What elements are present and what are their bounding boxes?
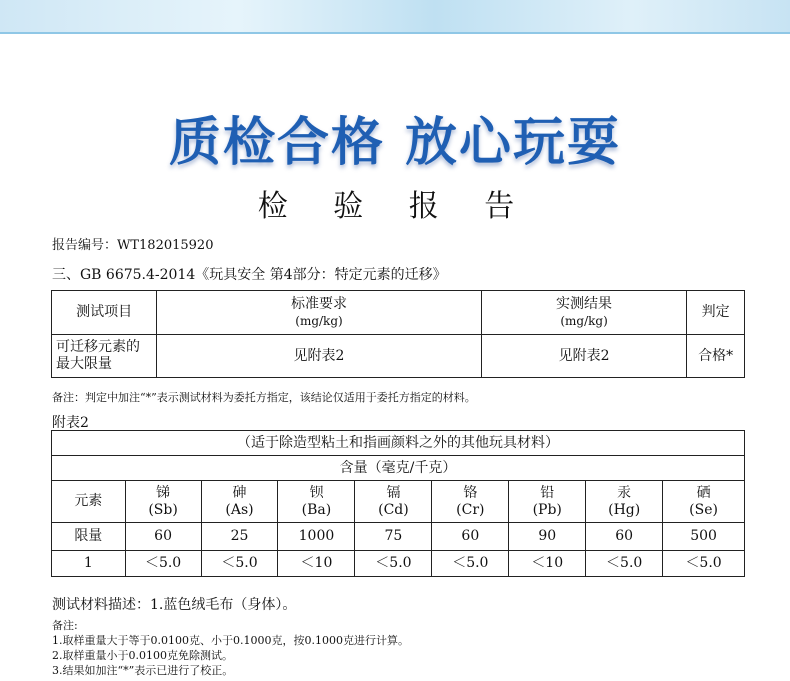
result-cell: ＜10 — [278, 551, 355, 577]
appendix-title: （适于除造型粘土和指画颜料之外的其他玩具材料） — [52, 431, 745, 456]
limit-cell: 25 — [201, 523, 278, 551]
limit-cell: 500 — [663, 523, 745, 551]
result-cell: ＜5.0 — [355, 551, 432, 577]
standard-line: 三、GB 6675.4-2014《玩具安全 第4部分：特定元素的迁移》 — [52, 267, 447, 283]
element-cell: 铬 (Cr) — [432, 481, 509, 523]
appendix-label: 附表2 — [52, 415, 89, 431]
header-judgement: 判定 — [687, 291, 745, 335]
element-cell: 钡 (Ba) — [278, 481, 355, 523]
report-title: 检 验 报 告 — [257, 189, 533, 224]
row-judgement: 合格* — [687, 335, 745, 378]
hero-title: 质检合格 放心玩耍 — [168, 113, 622, 173]
result-cell: ＜5.0 — [663, 551, 745, 577]
limit-label: 限量 — [52, 523, 126, 551]
banner-divider — [0, 32, 790, 34]
row-standard: 见附表2 — [157, 335, 482, 378]
limit-cell: 60 — [125, 523, 201, 551]
element-row — [52, 481, 745, 523]
material-description: 测试材料描述：1.蓝色绒毛布（身体）。 — [52, 597, 297, 613]
header-result: 实测结果 (mg/kg) — [481, 291, 687, 335]
result-cell: ＜5.0 — [201, 551, 278, 577]
element-cell: 汞 (Hg) — [586, 481, 663, 523]
limit-row — [52, 523, 745, 551]
top-banner — [0, 0, 790, 32]
header-test-item: 测试项目 — [52, 291, 157, 335]
result-cell: ＜10 — [509, 551, 586, 577]
result-cell: ＜5.0 — [125, 551, 201, 577]
element-label: 元素 — [52, 481, 126, 523]
note-judgement: 备注：判定中加注“*”表示测试材料为委托方指定，该结论仅适用于委托方指定的材料。 — [52, 391, 476, 404]
notes-heading: 备注: — [52, 619, 78, 632]
row-result: 见附表2 — [481, 335, 687, 378]
note-item: 1.取样重量大于等于0.0100克、小于0.1000克，按0.1000克进行计算。 — [52, 634, 409, 647]
row-test-item: 可迁移元素的 最大限量 — [52, 335, 157, 378]
appendix-unit: 含量（毫克/千克） — [52, 456, 745, 481]
limit-cell: 90 — [509, 523, 586, 551]
element-cell: 硒 (Se) — [663, 481, 745, 523]
limit-cell: 60 — [432, 523, 509, 551]
note-item: 2.取样重量小于0.0100克免除测试。 — [52, 649, 233, 662]
element-cell: 铅 (Pb) — [509, 481, 586, 523]
note-item: 3.结果如加注“*”表示已进行了校正。 — [52, 664, 234, 677]
appendix-table — [51, 430, 745, 577]
limit-cell: 75 — [355, 523, 432, 551]
element-cell: 镉 (Cd) — [355, 481, 432, 523]
result-cell: ＜5.0 — [432, 551, 509, 577]
sample-label: 1 — [52, 551, 126, 577]
limit-cell: 60 — [586, 523, 663, 551]
limit-cell: 1000 — [278, 523, 355, 551]
report-number: 报告编号：WT182015920 — [52, 238, 214, 253]
header-standard: 标准要求 (mg/kg) — [157, 291, 482, 335]
element-cell: 砷 (As) — [201, 481, 278, 523]
result-row — [52, 551, 745, 577]
notes-block — [52, 618, 409, 678]
result-table — [51, 290, 745, 378]
result-cell: ＜5.0 — [586, 551, 663, 577]
element-cell: 锑 (Sb) — [125, 481, 201, 523]
